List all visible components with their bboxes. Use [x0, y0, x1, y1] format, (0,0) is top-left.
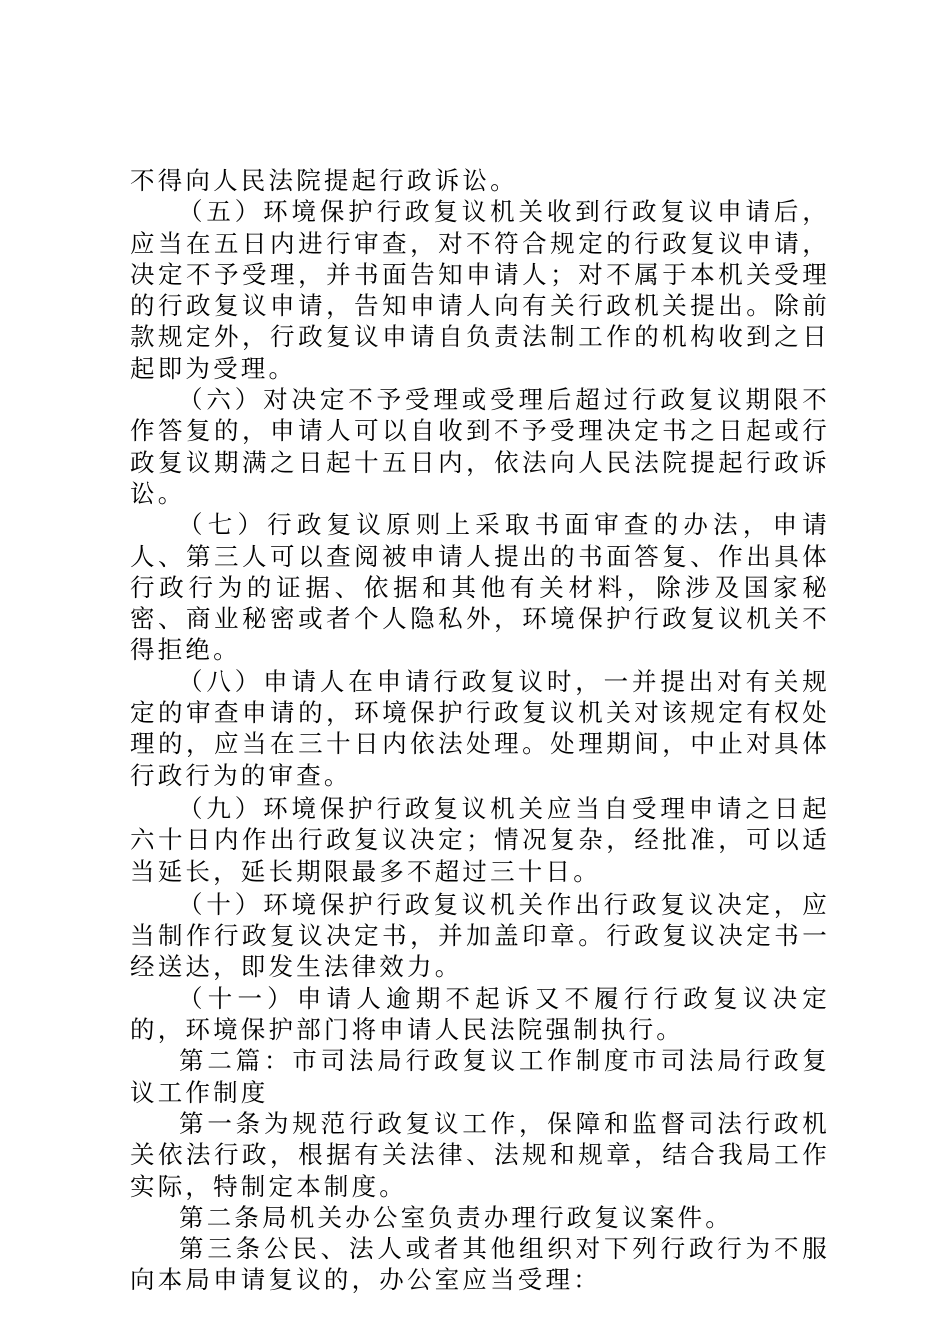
paragraph: （十一）申请人逾期不起诉又不履行行政复议决定的，环境保护部门将申请人民法院强制执行。	[130, 983, 830, 1045]
paragraph: 第一条为规范行政复议工作，保障和监督司法行政机关依法行政，根据有关法律、法规和规章，结合我局工作实际，特制定本制度。	[130, 1108, 830, 1201]
paragraph: （十）环境保护行政复议机关作出行政复议决定，应当制作行政复议决定书，并加盖印章。行政复议决定书一经送达，即发生法律效力。	[130, 889, 830, 982]
paragraph: 第二条局机关办公室负责办理行政复议案件。	[179, 1202, 733, 1232]
paragraph: （九）环境保护行政复议机关应当自受理申请之日起六十日内作出行政复议决定；情况复杂，经批准，可以适当延长，延长期限最多不超过三十日。	[130, 793, 830, 886]
paragraph: 第三条公民、法人或者其他组织对下列行政行为不服向本局申请复议的，办公室应当受理：	[130, 1234, 830, 1295]
paragraph: （五）环境保护行政复议机关收到行政复议申请后，应当在五日内进行审查，对不符合规定的行政复议申请，决定不予受理，并书面告知申请人；对不属于本机关受理的行政复议申请，告知申请人向有关行政机关提出。除前款规定外，行政复议申请自负责法制工作的机构收到之日起即为受理。	[130, 197, 830, 383]
paragraph: （六）对决定不予受理或受理后超过行政复议期限不作答复的，申请人可以自收到不予受理决定书之日起或行政复议期满之日起十五日内，依法向人民法院提起行政诉讼。	[130, 385, 830, 508]
paragraph: （七）行政复议原则上采取书面审查的办法，申请人、第三人可以查阅被申请人提出的书面答复、作出具体行政行为的证据、依据和其他有关材料，除涉及国家秘密、商业秘密或者个人隐私外，环境保护行政复议机关不得拒绝。	[130, 510, 830, 665]
paragraph: 不得向人民法院提起行政诉讼。	[130, 166, 518, 195]
paragraph: （八）申请人在申请行政复议时，一并提出对有关规定的审查申请的，环境保护行政复议机关对该规定有权处理的，应当在三十日内依法处理。处理期间，中止对具体行政行为的审查。	[130, 666, 830, 790]
section-heading: 第二篇：市司法局行政复议工作制度市司法局行政复议工作制度	[130, 1046, 830, 1107]
document-page	[130, 165, 830, 1296]
